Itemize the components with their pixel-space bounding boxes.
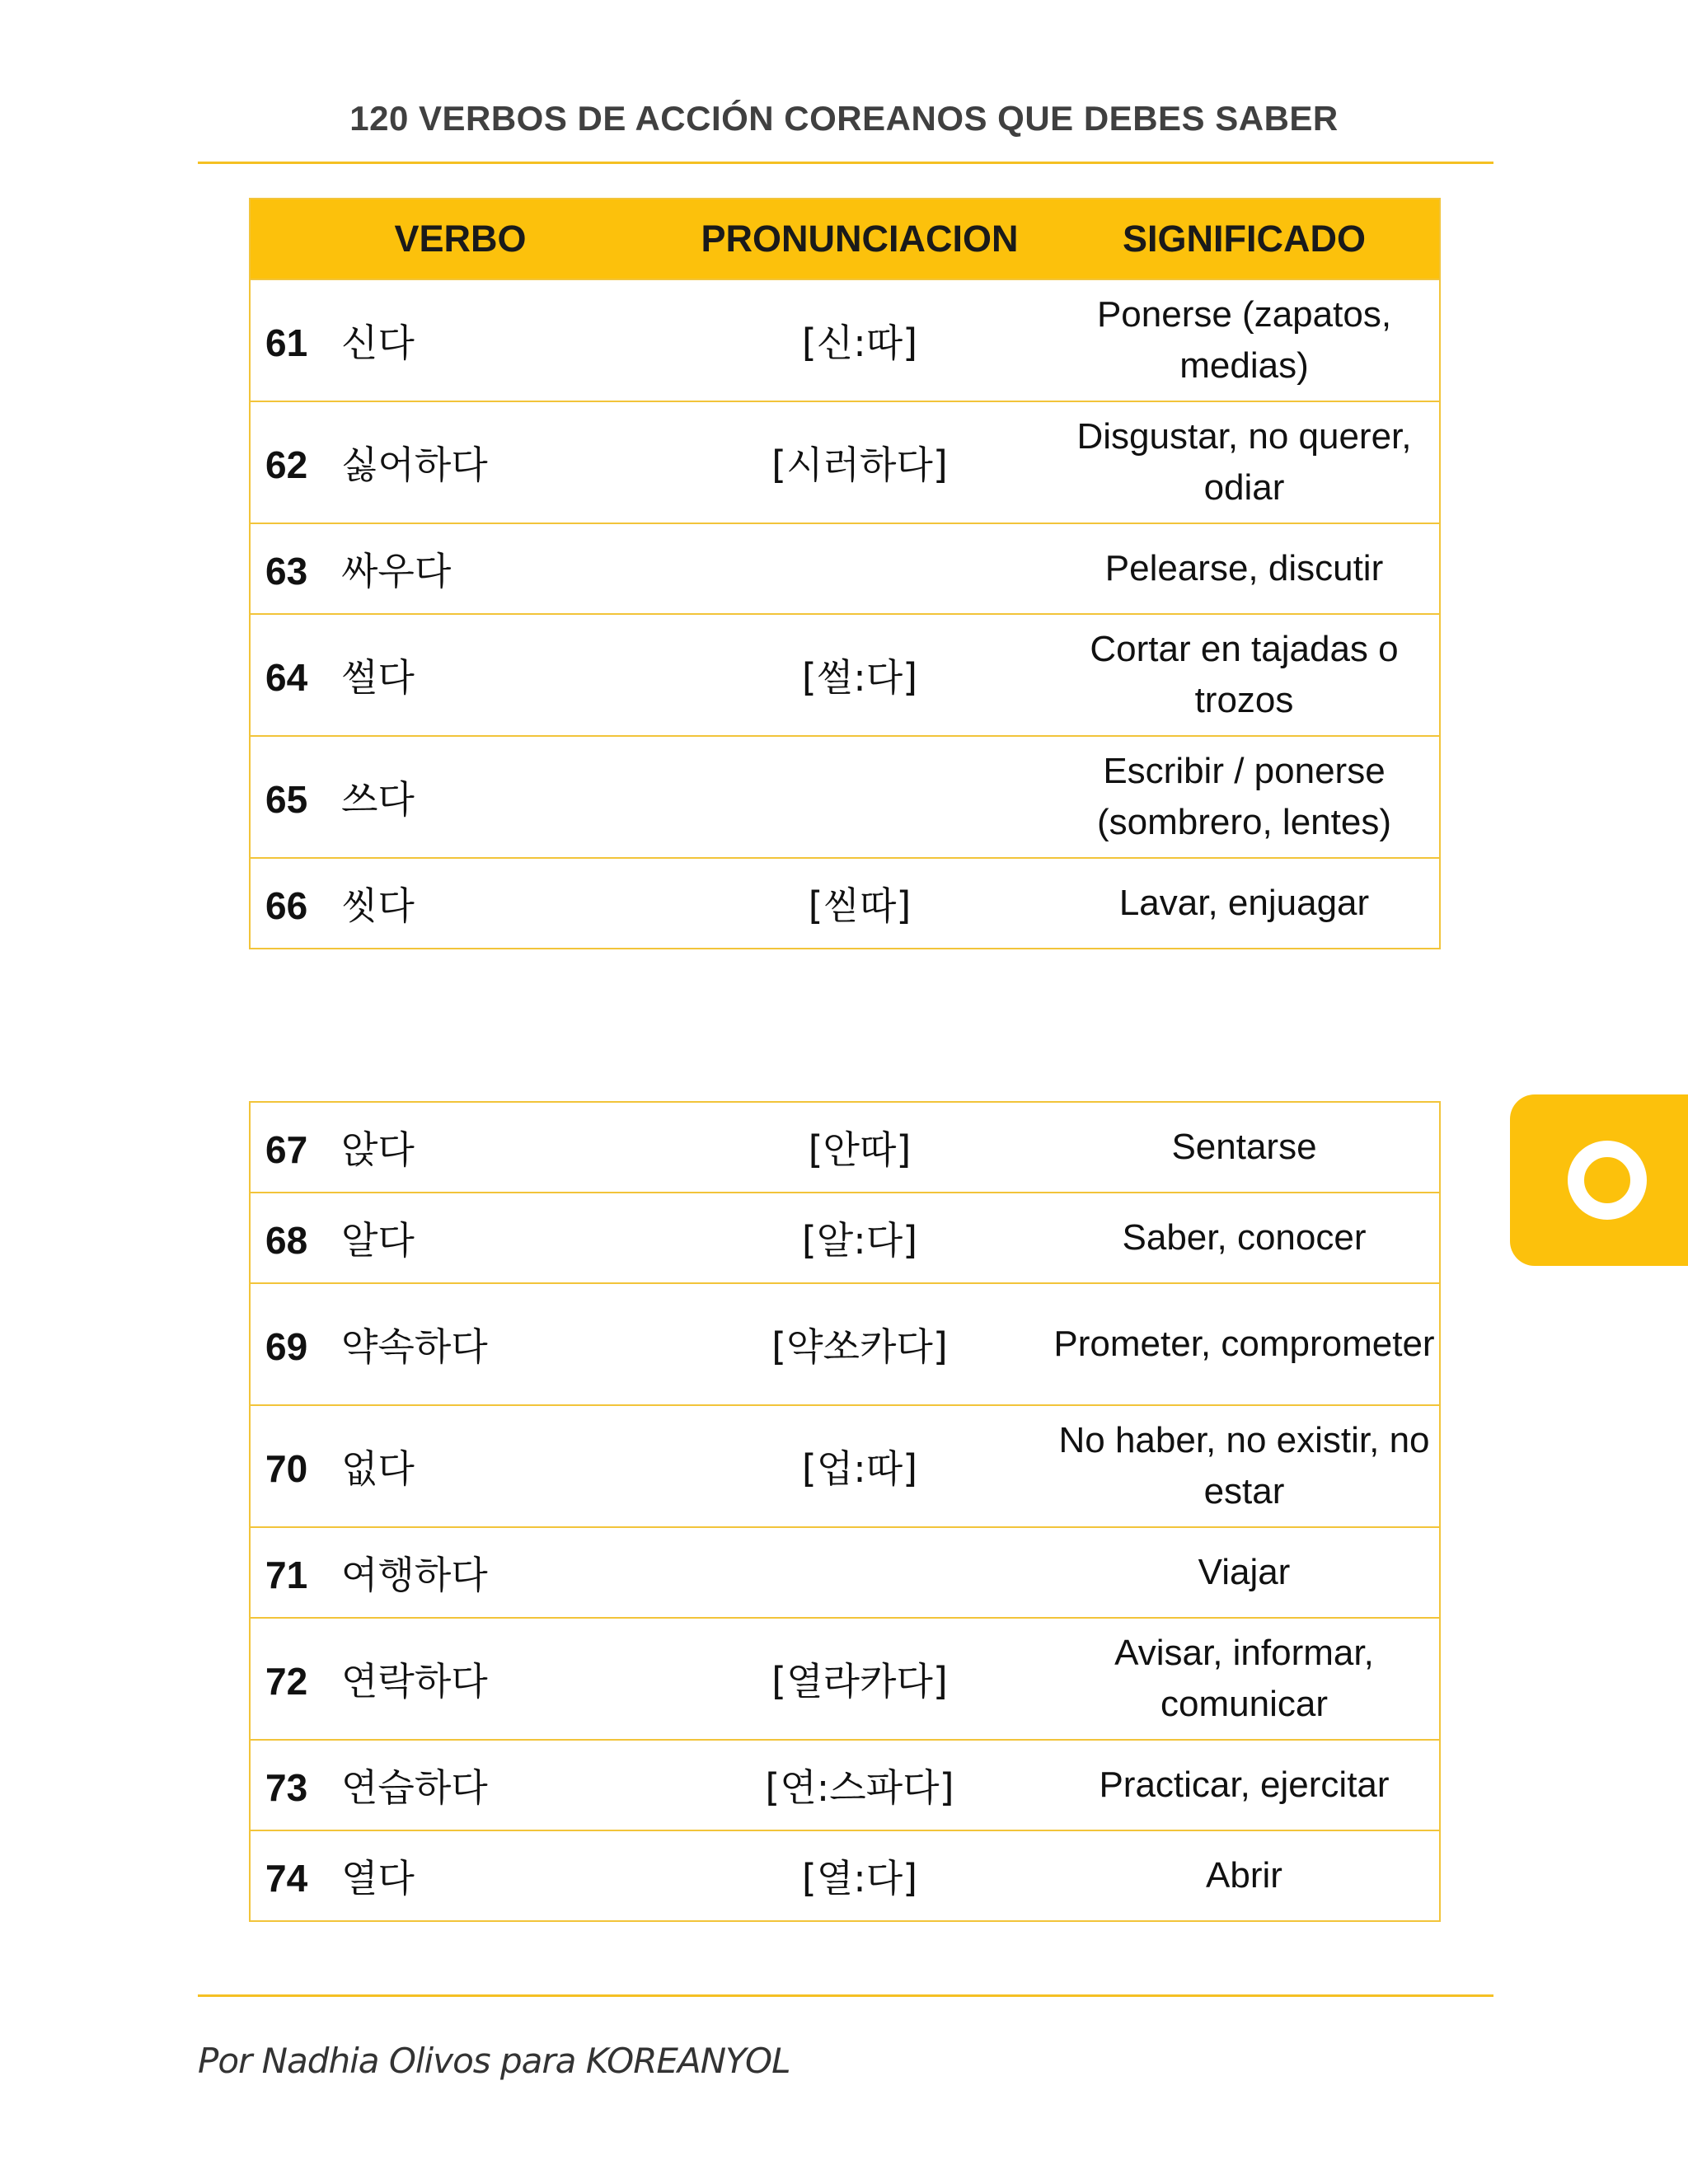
meaning-cell: Practicar, ejercitar (1049, 1740, 1440, 1830)
table-row (250, 1193, 1440, 1283)
footer-divider (198, 1994, 1493, 1997)
row-number: 72 (265, 1660, 308, 1703)
table-row (250, 279, 1440, 401)
verb-cell (250, 279, 670, 401)
page-title: 120 VERBOS DE ACCIÓN COREANOS QUE DEBES SABER (349, 99, 1339, 138)
korean-verb: 알다 (341, 1218, 415, 1263)
row-number: 73 (265, 1766, 308, 1809)
verb-cell (250, 401, 670, 523)
korean-verb: 앉다 (341, 1127, 415, 1172)
pronunciation-cell: [시러하다] (670, 401, 1049, 523)
verb-cell (250, 523, 670, 614)
meaning-cell: Cortar en tajadas o trozos (1049, 614, 1440, 736)
row-number: 67 (265, 1128, 308, 1171)
table-row (250, 1830, 1440, 1921)
meaning-cell: Viajar (1049, 1527, 1440, 1618)
table-row (250, 1405, 1440, 1527)
verb-cell (250, 1527, 670, 1618)
pronunciation-cell: [신:따] (670, 279, 1049, 401)
pronunciation-cell (670, 523, 1049, 614)
pronunciation-cell: [씯따] (670, 858, 1049, 949)
pronunciation-cell: [약쏘카다] (670, 1283, 1049, 1405)
korean-verb: 쓰다 (341, 777, 415, 822)
table-row (250, 1283, 1440, 1405)
table-row (250, 1527, 1440, 1618)
row-number: 63 (265, 550, 308, 593)
meaning-cell: Lavar, enjuagar (1049, 858, 1440, 949)
korean-verb: 썰다 (341, 655, 415, 700)
header-divider (198, 162, 1493, 164)
korean-verb: 열다 (341, 1856, 415, 1900)
korean-verb: 신다 (341, 321, 415, 365)
verb-cell (250, 1405, 670, 1527)
pronunciation-cell: [열:다] (670, 1830, 1049, 1921)
meaning-cell: Sentarse (1049, 1102, 1440, 1193)
table-row (250, 614, 1440, 736)
row-number: 65 (265, 778, 308, 821)
table-row (250, 1102, 1440, 1193)
column-header-verb: VERBO (250, 199, 670, 279)
verb-cell (250, 1193, 670, 1283)
meaning-cell: No haber, no existir, no estar (1049, 1405, 1440, 1527)
circle-icon (1568, 1141, 1647, 1220)
verb-cell (250, 614, 670, 736)
side-tab (1510, 1094, 1688, 1266)
verb-cell (250, 736, 670, 858)
row-number: 70 (265, 1447, 308, 1490)
pronunciation-cell: [썰:다] (670, 614, 1049, 736)
column-header-meaning: SIGNIFICADO (1049, 199, 1440, 279)
korean-verb: 싫어하다 (341, 443, 488, 487)
meaning-cell: Saber, conocer (1049, 1193, 1440, 1283)
korean-verb: 씻다 (341, 883, 415, 928)
korean-verb: 연락하다 (341, 1659, 488, 1704)
row-number: 61 (265, 321, 308, 364)
table-row (250, 401, 1440, 523)
korean-verb: 없다 (341, 1446, 415, 1491)
meaning-cell: Disgustar, no querer, odiar (1049, 401, 1440, 523)
verb-cell (250, 1618, 670, 1740)
verb-table-1 (249, 198, 1441, 949)
pronunciation-cell: [안따] (670, 1102, 1049, 1193)
table-row (250, 1618, 1440, 1740)
meaning-cell: Abrir (1049, 1830, 1440, 1921)
table-row (250, 858, 1440, 949)
row-number: 66 (265, 884, 308, 927)
korean-verb: 여행하다 (341, 1553, 488, 1597)
meaning-cell: Avisar, informar, comunicar (1049, 1618, 1440, 1740)
meaning-cell: Pelearse, discutir (1049, 523, 1440, 614)
pronunciation-cell (670, 736, 1049, 858)
verb-cell (250, 858, 670, 949)
pronunciation-cell: [업:따] (670, 1405, 1049, 1527)
row-number: 64 (265, 656, 308, 699)
pronunciation-cell: [알:다] (670, 1193, 1049, 1283)
table-row (250, 736, 1440, 858)
row-number: 69 (265, 1325, 308, 1368)
meaning-cell: Prometer, comprometer (1049, 1283, 1440, 1405)
pronunciation-cell: [열라카다] (670, 1618, 1049, 1740)
footer-credit: Por Nadhia Olivos para KOREANYOL (198, 2041, 790, 2081)
verb-cell (250, 1740, 670, 1830)
verb-table-2 (249, 1101, 1441, 1922)
pronunciation-cell (670, 1527, 1049, 1618)
row-number: 71 (265, 1554, 308, 1596)
row-number: 74 (265, 1857, 308, 1900)
table-row (250, 1740, 1440, 1830)
korean-verb: 싸우다 (341, 549, 452, 593)
table-header-row (250, 199, 1440, 279)
korean-verb: 연습하다 (341, 1765, 488, 1810)
verb-cell (250, 1830, 670, 1921)
korean-verb: 약속하다 (341, 1324, 488, 1369)
pronunciation-cell: [연:스파다] (670, 1740, 1049, 1830)
verb-cell (250, 1283, 670, 1405)
row-number: 62 (265, 443, 308, 486)
meaning-cell: Escribir / ponerse (sombrero, lentes) (1049, 736, 1440, 858)
table-row (250, 523, 1440, 614)
row-number: 68 (265, 1219, 308, 1262)
meaning-cell: Ponerse (zapatos, medias) (1049, 279, 1440, 401)
verb-cell (250, 1102, 670, 1193)
column-header-pronunciation: PRONUNCIACION (670, 199, 1049, 279)
